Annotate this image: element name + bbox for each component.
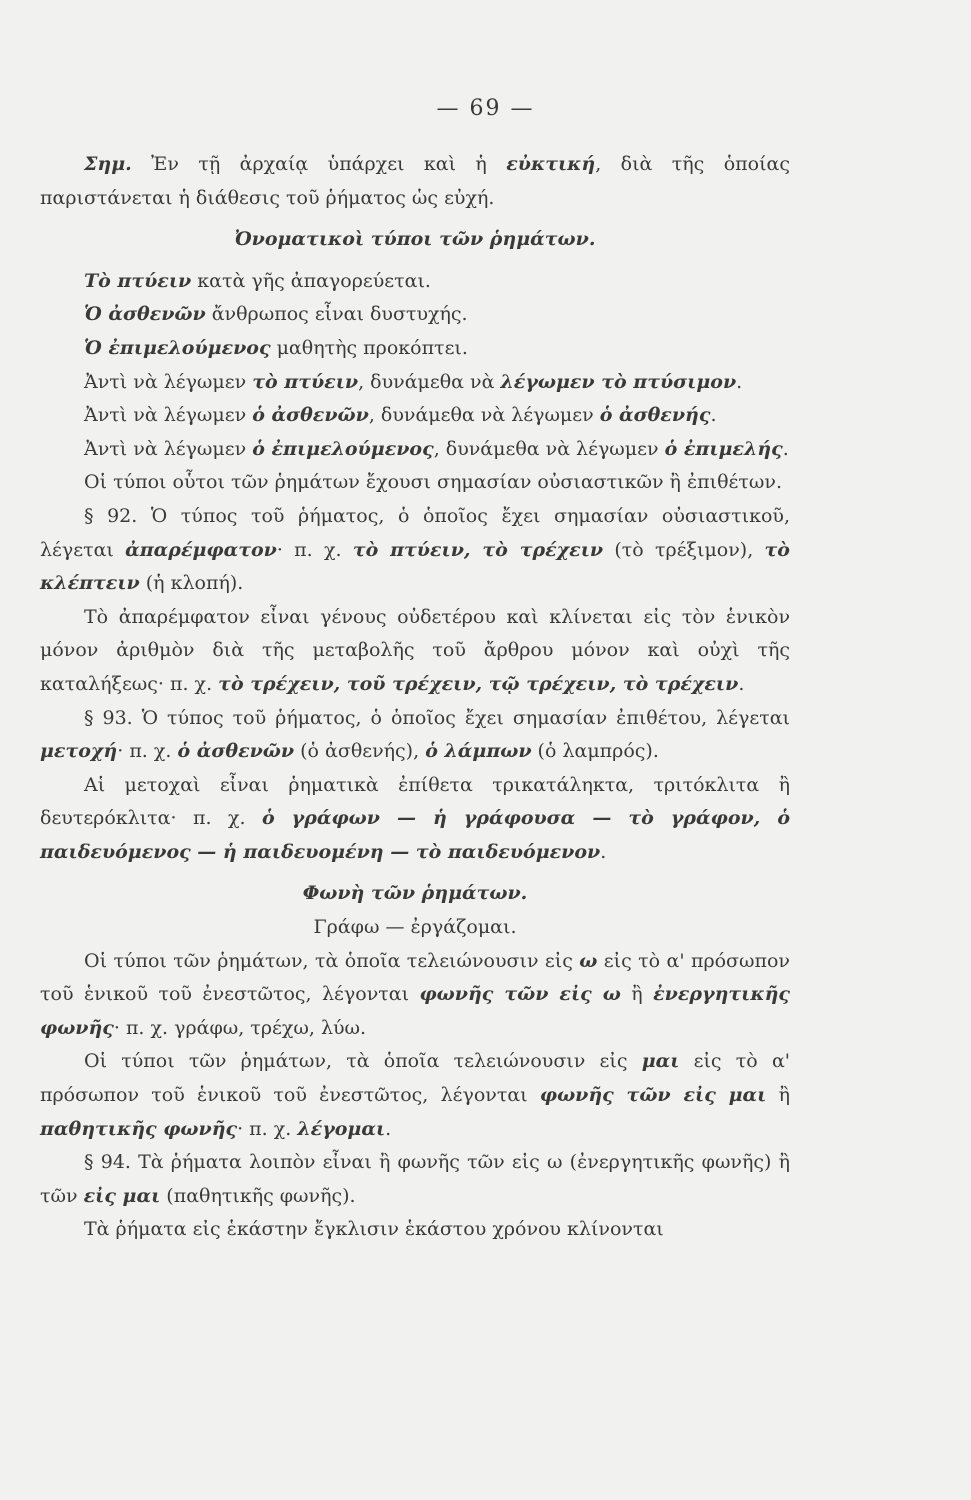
section-example: τὸ κλέπτειν <box>40 538 790 595</box>
section-example: ὁ λάμπων <box>425 740 532 763</box>
instead-text: , δυνάμεθα νὰ <box>358 370 501 393</box>
body-text <box>40 148 790 1247</box>
paragraph-text: Αἱ μετοχαὶ εἶναι ῥηματικὰ ἐπίθετα τρικατάληκτα, τριτόκλιτα ἢ δευτερόκλιτα· π. χ. <box>40 773 790 830</box>
section-number: § 94. <box>84 1151 131 1174</box>
paragraph-text: Τὸ ἀπαρέμφατον εἶναι γένους οὐδετέρου καὶ κλίνεται εἰς τὸν ἑνικὸν μόνον ἀριθμὸν διὰ τῆς μεταβολῆς τοῦ ἄρθρου μόνον καὶ οὐχὶ τῆς καταλήξεως· π. χ. <box>40 605 790 695</box>
instead-term: ὁ ἐπιμελούμενος <box>252 437 434 460</box>
paragraph-example: λέγομαι <box>297 1117 386 1140</box>
note-text-1: Ἐν τῇ ἀρχαίᾳ ὑπάρχει καὶ ἡ <box>131 153 507 175</box>
section-94 <box>40 1146 790 1213</box>
section-text: (ἡ κλοπή). <box>139 572 244 595</box>
instead-text: . <box>782 437 789 460</box>
section-text: (τὸ τρέξιμον), <box>603 538 765 561</box>
instead-term: λέγωμεν τὸ πτύσιμον <box>500 370 737 393</box>
final-line: Τὰ ῥήματα εἰς ἑκάστην ἔγκλισιν ἑκάστου χρόνου κλίνονται <box>84 1218 664 1241</box>
voice-term: ἐνεργητικῆς φωνῆς <box>40 983 790 1039</box>
section-term: ἀπαρέμφατον <box>125 538 277 561</box>
instead-term: τὸ πτύειν <box>252 370 359 393</box>
section-text: (ὁ ἀσθενής), <box>294 740 426 763</box>
ending: μαι <box>641 1050 680 1073</box>
section-term: μετοχή <box>40 740 118 763</box>
instead-text: , δυνάμεθα νὰ λέγωμεν <box>368 404 600 427</box>
voice-term: παθητικῆς φωνῆς <box>40 1117 238 1140</box>
instead-text: Ἀντὶ νὰ λέγωμεν <box>84 404 253 427</box>
heading-voice: Φωνὴ τῶν ῥημάτων. <box>302 882 528 905</box>
paragraph-text: εἰς τὸ α' πρόσωπον τοῦ ἑνικοῦ τοῦ ἐνεστῶτος, λέγονται <box>40 1050 791 1107</box>
active-voice-paragraph <box>40 945 790 1046</box>
section-text: · π. χ. <box>276 538 353 561</box>
example-term: Ὁ ἀσθενῶν <box>84 303 206 326</box>
section-text: (ὁ λαμπρός). <box>531 740 659 763</box>
example-rest: μαθητὴς προκόπτει. <box>270 336 468 359</box>
section-93 <box>40 702 790 769</box>
example-line <box>40 332 790 366</box>
summary-paragraph: Οἱ τύποι οὗτοι τῶν ῥημάτων ἔχουσι σημασίαν οὐσιαστικῶν ἢ ἐπιθέτων. <box>84 471 782 494</box>
example-rest: ἄνθρωπος εἶναι δυστυχής. <box>205 303 468 326</box>
section-example: ὁ ἀσθενῶν <box>177 740 295 763</box>
instead-text: Ἀντὶ νὰ λέγωμεν <box>84 370 253 393</box>
instead-term: ὁ ἀσθενής <box>599 404 711 427</box>
example-term: Τὸ πτύειν <box>84 269 192 292</box>
note-paragraph <box>40 148 790 215</box>
note-label: Σημ. <box>84 153 132 175</box>
voice-example: Γράφω — ἐργάζομαι. <box>313 916 517 939</box>
note-term: εὐκτική <box>506 153 596 175</box>
voice-term: φωνῆς τῶν εἰς ω <box>419 983 621 1006</box>
paragraph-text: εἰς τὸ α' πρόσωπον τοῦ ἑνικοῦ τοῦ ἐνεστῶτος, λέγονται <box>40 949 790 1006</box>
section-example: τὸ πτύειν, τὸ τρέχειν <box>352 538 604 561</box>
infinitive-paragraph <box>40 601 790 702</box>
paragraph-text: ἢ <box>620 983 654 1006</box>
passive-voice-paragraph <box>40 1045 790 1146</box>
ending: ω <box>579 949 598 972</box>
instead-term: ὁ ἐπιμελής <box>664 437 783 460</box>
section-text: Ὁ τύπος τοῦ ῥήματος, ὁ ὁποῖος ἔχει σημασίαν οὐσιαστικοῦ, λέγεται <box>40 504 790 561</box>
example-line <box>40 265 790 299</box>
section-92 <box>40 500 790 601</box>
instead-text: . <box>710 404 717 427</box>
section-text: · π. χ. <box>117 740 178 763</box>
section-text: (παθητικῆς φωνῆς). <box>160 1184 356 1207</box>
page-number: — 69 — <box>436 96 535 121</box>
paragraph-text: . <box>738 672 745 695</box>
note-text-2: , διὰ τῆς ὁποίας παριστάνεται ἡ διάθεσις τοῦ ῥήματος ὡς εὐχή. <box>40 153 791 209</box>
section-text: Τὰ ῥήματα λοιπὸν εἶναι ἢ φωνῆς τῶν εἰς ω (ἐνεργητικῆς φωνῆς) ἢ τῶν <box>40 1151 790 1207</box>
example-rest: κατὰ γῆς ἀπαγορεύεται. <box>191 269 431 292</box>
section-number: § 92. <box>84 504 138 527</box>
section-number: § 93. <box>84 706 133 729</box>
paragraph-text: · π. χ. <box>237 1117 298 1140</box>
paragraph-text: Οἱ τύποι τῶν ῥημάτων, τὰ ὁποῖα τελειώνουσιν εἰς <box>84 949 580 972</box>
instead-term: ὁ ἀσθενῶν <box>252 404 369 427</box>
example-term: Ὁ ἐπιμελούμενος <box>84 336 271 359</box>
voice-term: φωνῆς τῶν εἰς μαι <box>539 1084 767 1107</box>
instead-paragraph <box>40 366 790 400</box>
paragraph-example: ὁ γράφων — ἡ γράφουσα — τὸ γράφον, ὁ παιδευόμενος — ἡ παιδευομένη — τὸ παιδευόμενον <box>40 807 790 863</box>
heading-nominal-forms: Ὀνοματικοὶ τύποι τῶν ῥημάτων. <box>234 228 596 251</box>
section-term: εἰς μαι <box>83 1184 161 1207</box>
paragraph-text: . <box>600 840 607 863</box>
instead-paragraph <box>40 433 790 467</box>
paragraph-text: · π. χ. γράφω, τρέχω, λύω. <box>113 1016 367 1039</box>
paragraph-text: ἢ <box>766 1084 790 1107</box>
example-line <box>40 298 790 332</box>
paragraph-text: . <box>385 1117 392 1140</box>
paragraph-example: τὸ τρέχειν, τοῦ τρέχειν, τῷ τρέχειν, τὸ τρέχειν <box>218 672 739 695</box>
instead-text: Ἀντὶ νὰ λέγωμεν <box>84 437 253 460</box>
instead-paragraph <box>40 399 790 433</box>
section-text: Ὁ τύπος τοῦ ῥήματος, ὁ ὁποῖος ἔχει σημασίαν ἐπιθέτου, λέγεται <box>132 706 790 729</box>
instead-text: , δυνάμεθα νὰ λέγωμεν <box>433 437 665 460</box>
instead-text: . <box>736 370 743 393</box>
paragraph-text: Οἱ τύποι τῶν ῥημάτων, τὰ ὁποῖα τελειώνουσιν εἰς <box>84 1050 642 1073</box>
participles-paragraph <box>40 769 790 870</box>
